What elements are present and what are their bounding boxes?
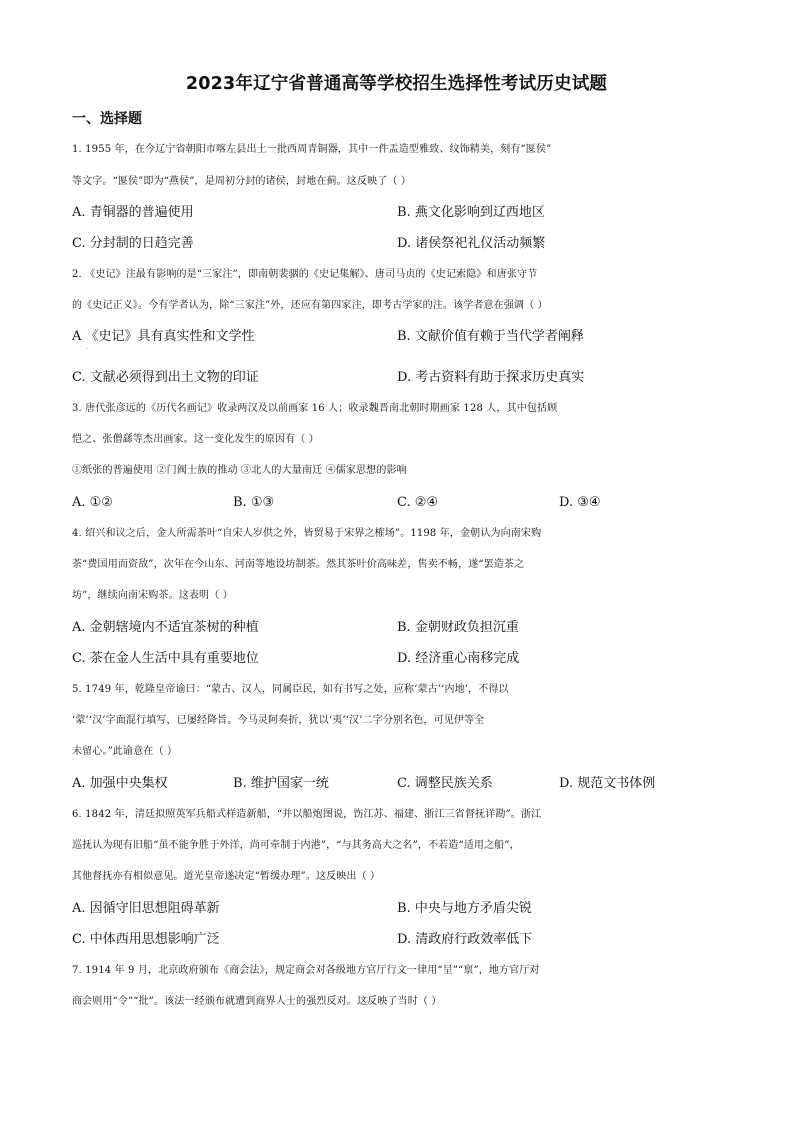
question-2-option-b: B. 文献价值有赖于当代学者阐释 xyxy=(397,329,584,344)
question-5-option-b: B. 维护国家一统 xyxy=(233,776,329,791)
question-3-option-c: C. ②④ xyxy=(397,495,439,510)
page-title: 2023年辽宁省普通高等学校招生选择性考试历史试题 xyxy=(185,74,608,94)
question-4-option-a: A. 金朝辖境内不适宜茶树的种植 xyxy=(72,620,259,635)
question-6-line-2: 巡抚认为现有旧船“虽不能争胜于外洋，尚可牵制于内港”，“与其务高大之名”，不若造“适用之船”， xyxy=(72,840,520,851)
question-5-line-1: 5. 1749 年，乾隆皇帝谕曰：“蒙古、汉人，同属臣民，如有书写之处，应称‘蒙古’‘内地’，不得以 xyxy=(72,684,509,695)
question-2-option-a: A 《史记》具有真实性和文学性 xyxy=(72,329,255,344)
stray-mark: · xyxy=(86,346,88,353)
question-1-option-c: C. 分封制的日趋完善 xyxy=(72,236,194,251)
question-6-line-3: 其他督抚亦有相似意见。道光皇帝遂决定“暂缓办理”。这反映出（ ） xyxy=(72,871,381,882)
question-5-line-3: 未留心。”此谕意在（ ） xyxy=(72,746,178,757)
question-3-line-3: ①纸张的普遍使用 ②门阀士族的推动 ③北人的大量南迁 ④儒家思想的影响 xyxy=(72,465,407,476)
question-4-line-2: 茶“费国用而资敌”，次年在今山东、河南等地设坊制茶。然其茶叶价高味差，售卖不畅，遂“罢造茶之 xyxy=(72,559,525,570)
question-2-line-2: 的《史记正义》。今有学者认为，除“三家注”外，还应有第四家注，即考古学家的注。该学者意在强调（ ） xyxy=(72,300,548,311)
question-4-line-1: 4. 绍兴和议之后，金人所需茶叶“自宋人岁供之外，皆贸易于宋界之榷场”。1198 年，金朝认为向南宋购 xyxy=(72,528,542,539)
section-heading: 一、选择题 xyxy=(72,111,142,127)
question-3-option-b: B. ①③ xyxy=(233,495,275,510)
question-1-option-b: B. 燕文化影响到辽西地区 xyxy=(397,205,545,220)
question-2-line-1: 2. 《史记》注最有影响的是“三家注”，即南朝裴骃的《史记集解》、唐司马贞的《史记索隐》和唐张守节 xyxy=(72,269,538,280)
question-5-option-a: A. 加强中央集权 xyxy=(72,776,168,791)
question-2-option-c: C. 文献必须得到出土文物的印证 xyxy=(72,370,259,385)
question-4-line-3: 坊”，继续向南宋购茶。这表明（ ） xyxy=(72,590,233,601)
question-6-option-b: B. 中央与地方矛盾尖锐 xyxy=(397,901,532,916)
question-5-option-d: D. 规范文书体例 xyxy=(559,776,656,791)
question-3-option-a: A. ①② xyxy=(72,495,113,510)
question-7-line-2: 商会则用“令”“批”。该法一经颁布就遭到商界人士的强烈反对。这反映了当时（ ） xyxy=(72,996,442,1007)
question-3-line-1: 3. 唐代张彦远的《历代名画记》收录两汉及以前画家 16 人；收录魏晋南北朝时期画家 128 人，其中包括顾 xyxy=(72,403,558,414)
question-6-option-d: D. 清政府行政效率低下 xyxy=(397,932,533,947)
question-2-option-d: D. 考古资料有助于探求历史真实 xyxy=(397,370,585,385)
question-5-option-c: C. 调整民族关系 xyxy=(397,776,493,791)
question-6-line-1: 6. 1842 年，清廷拟照英军兵船式样造新船，“并以船炮图说，饬江苏、福建、浙江三省督抚详勘”。浙江 xyxy=(72,809,542,820)
question-1-option-d: D. 诸侯祭祀礼仪活动频繁 xyxy=(397,236,546,251)
question-6-option-a: A. 因循守旧思想阻碍革新 xyxy=(72,901,220,916)
question-1-option-a: A. 青铜器的普遍使用 xyxy=(72,205,194,220)
question-3-line-2: 恺之、张僧繇等杰出画家。这一变化发生的原因有（ ） xyxy=(72,434,319,445)
question-5-line-2: ‘蒙’‘汉’字面混行填写，已屡经降旨。今马灵阿奏折，犹以‘夷’‘汉’二字分别名色，可见伊等全 xyxy=(72,715,485,726)
question-4-option-d: D. 经济重心南移完成 xyxy=(397,651,520,666)
question-1-line-1: 1. 1955 年，在今辽宁省朝阳市喀左县出土一批西周青铜器，其中一件盂造型雅致、纹饰精美，刻有“匽侯” xyxy=(72,144,552,155)
question-1-line-2: 等文字。“匽侯”即为“燕侯”，是周初分封的诸侯，封地在蓟。这反映了（ ） xyxy=(72,176,412,187)
question-4-option-c: C. 茶在金人生活中具有重要地位 xyxy=(72,651,259,666)
question-7-line-1: 7. 1914 年 9 月，北京政府颁布《商会法》，规定商会对各级地方官厅行文一律用“呈”“禀”，地方官厅对 xyxy=(72,965,540,976)
question-6-option-c: C. 中体西用思想影响广泛 xyxy=(72,932,220,947)
question-4-option-b: B. 金朝财政负担沉重 xyxy=(397,620,519,635)
question-3-option-d: D. ③④ xyxy=(559,495,601,510)
